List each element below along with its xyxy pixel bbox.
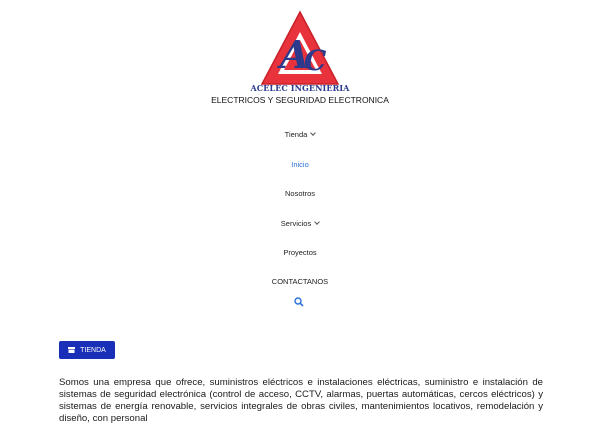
nav-item-servicios[interactable] xyxy=(0,219,600,228)
nav-item-label: Nosotros xyxy=(284,189,315,198)
svg-text:A: A xyxy=(280,32,310,77)
tienda-button[interactable] xyxy=(59,341,115,359)
svg-text:C: C xyxy=(304,44,327,77)
nav-item-label: Servicios xyxy=(280,219,312,228)
search-button[interactable] xyxy=(292,295,306,309)
nav-item-contactanos[interactable] xyxy=(0,277,600,286)
nav-item-nosotros[interactable] xyxy=(0,189,600,198)
nav-item-inicio[interactable] xyxy=(0,160,600,169)
store-icon xyxy=(68,347,75,353)
nav-item-label: Inicio xyxy=(291,160,309,169)
nav-item-label: CONTACTANOS xyxy=(271,277,329,286)
site-tagline: ELECTRICOS Y SEGURIDAD ELECTRONICA xyxy=(211,95,389,105)
tienda-button-label: TIENDA xyxy=(80,346,106,354)
company-description: Somos una empresa que ofrece, suministros eléctricos e instalaciones eléctricas, suministro e instalación de sistemas de seguridad electrónica (control de acceso, CCTV, alarmas, puertas automáticas, cercos eléctricos) y sistemas de energía renovable, servicios integrales de obras civiles, mantenimientos locativos, remodelación y diseño, con personal xyxy=(59,376,543,424)
company-logo[interactable] xyxy=(258,8,342,94)
nav-item-proyectos[interactable] xyxy=(0,248,600,257)
chevron-down-icon xyxy=(310,130,316,136)
nav-item-tienda[interactable] xyxy=(0,130,600,139)
logo-graphic xyxy=(258,8,342,94)
brand-name: ACELEC INGENIERIA xyxy=(250,83,350,93)
nav-item-label: Tienda xyxy=(284,130,308,139)
nav-item-label: Proyectos xyxy=(283,248,317,257)
search-icon xyxy=(292,295,306,309)
chevron-down-icon xyxy=(314,219,320,225)
